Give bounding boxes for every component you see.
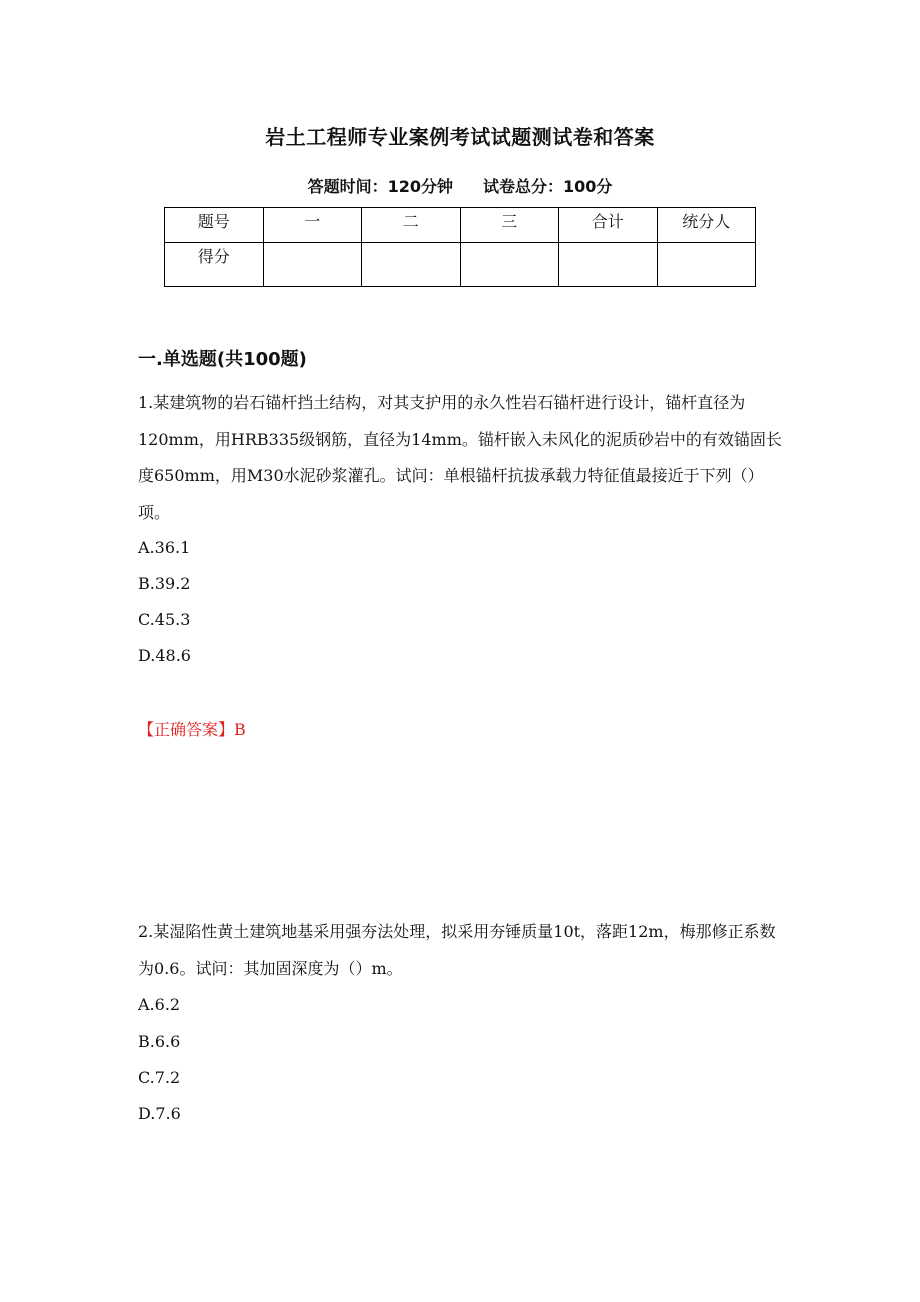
exam-time: 答题时间：120分钟 <box>307 177 453 196</box>
score-row-label: 得分 <box>165 243 264 287</box>
question-1-option-a: A.36.1 <box>138 538 191 557</box>
section-title: 一.单选题(共100题) <box>138 349 307 370</box>
question-1-answer: 【正确答案】B <box>138 720 246 739</box>
question-1-option-d: D.48.6 <box>138 646 191 665</box>
score-cell[interactable] <box>657 243 756 287</box>
document-title: 岩土工程师专业案例考试试题测试卷和答案 <box>265 125 655 149</box>
score-cell[interactable] <box>362 243 461 287</box>
question-2-option-c: C.7.2 <box>138 1068 181 1087</box>
header-cell-total: 合计 <box>559 208 658 243</box>
question-2-option-a: A.6.2 <box>138 995 181 1014</box>
score-cell[interactable] <box>263 243 362 287</box>
header-cell-scorer: 统分人 <box>657 208 756 243</box>
header-cell-two: 二 <box>362 208 461 243</box>
question-2-option-d: D.7.6 <box>138 1104 181 1123</box>
exam-total-score: 试卷总分：100分 <box>483 177 613 196</box>
question-2-option-b: B.6.6 <box>138 1032 181 1051</box>
question-1-option-c: C.45.3 <box>138 610 191 629</box>
score-cell[interactable] <box>559 243 658 287</box>
header-cell-one: 一 <box>263 208 362 243</box>
header-cell-number: 题号 <box>165 208 264 243</box>
question-2-stem: 2.某湿陷性黄土建筑地基采用强夯法处理，拟采用夯锤质量10t，落距12m，梅那修正系数为0.6。试问：其加固深度为（）m。 <box>138 922 776 978</box>
question-1-option-b: B.39.2 <box>138 574 191 593</box>
exam-meta <box>0 174 920 197</box>
score-cell[interactable] <box>460 243 559 287</box>
question-1-stem: 1.某建筑物的岩石锚杆挡土结构，对其支护用的永久性岩石锚杆进行设计，锚杆直径为120mm，用HRB335级钢筋，直径为14mm。锚杆嵌入未风化的泥质砂岩中的有效锚固长度650mm，用M30水泥砂浆灌孔。试问：单根锚杆抗拔承载力特征值最接近于下列（）项。 <box>138 393 782 522</box>
score-table-header-row <box>165 208 756 243</box>
header-cell-three: 三 <box>460 208 559 243</box>
score-table <box>164 207 756 287</box>
score-table-score-row <box>165 243 756 287</box>
